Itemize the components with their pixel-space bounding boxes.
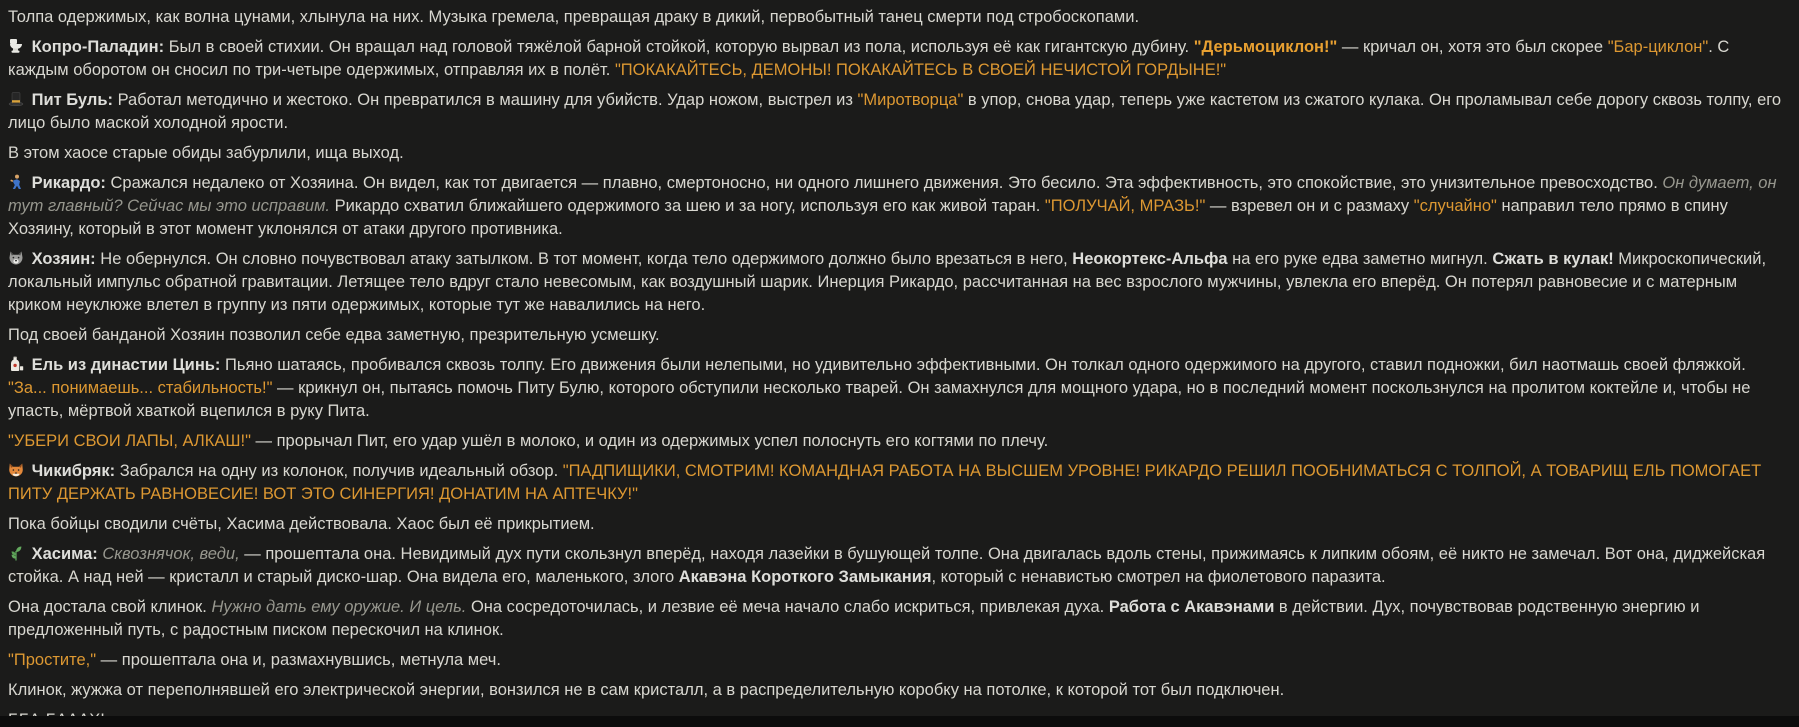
story-text: Микроскопический, локальный импульс обратной гравитации. Летящее тело вдруг стало невесомым, как воздушный шарик. Инерция Рикардо, рассчитанная на вес взрослого мужчины, увлекла его вперёд. Он потерял равновесие и с матерным криком неуклюже влетел в группу из пяти одержимых, которые тут же навалились на него.: [8, 250, 1767, 314]
dialogue-text: "За... понимаешь... стабильность!": [8, 379, 273, 397]
story-text: Акавэна Короткого Замыкания: [678, 568, 932, 586]
story-paragraph: [8, 354, 1789, 423]
story-paragraph: [8, 248, 1789, 317]
story-text: Нужно дать ему оружие. И цель.: [211, 598, 467, 616]
story-text: в действии. Дух, почувствовав родственную энергию и предложенный путь, с радостным писком перескочил на клинок.: [8, 598, 1700, 639]
story-paragraph: [8, 513, 1789, 536]
dialogue-text: "ПАДПИЩИКИ, СМОТРИМ! КОМАНДНАЯ РАБОТА НА ВЫСШЕМ УРОВНЕ! РИКАРДО РЕШИЛ ПООБНИМАТЬСЯ С ТОЛПОЙ, А ТОВАРИЩ ЕЛЬ ПОМОГАЕТ ПИТУ ДЕРЖАТЬ РАВНОВЕСИЕ! ВОТ ЭТО СИНЕРГИЯ! ДОНАТИМ НА АПТЕЧКУ!": [8, 462, 1762, 503]
character-name: Копро-Паладин:: [31, 38, 165, 56]
fox-icon: [8, 462, 24, 478]
story-text: Она достала свой клинок.: [8, 598, 212, 616]
story-text: — взревел он и с размаху: [1205, 197, 1414, 215]
story-text: в упор, снова удар, теперь уже кастетом из сжатого кулака. Он проламывал себе дорогу сквозь толпу, его лицо было маской холодной ярости.: [8, 91, 1782, 132]
story-text: Она сосредоточилась, и лезвие её меча начало слабо искриться, привлекая духа.: [466, 598, 1109, 616]
story-paragraph: [8, 324, 1789, 347]
story-text: — прорычал Пит, его удар ушёл в молоко, и один из одержимых успел полоснуть его когтями по плечу.: [250, 432, 1049, 450]
story-text: Пока бойцы сводили счёты, Хасима действовала. Хаос был её прикрытием.: [8, 515, 595, 533]
story-text: Сквознячок, веди,: [97, 545, 240, 563]
story-paragraph: [8, 679, 1789, 702]
story-text: Сражался недалеко от Хозяина. Он видел, как тот двигается — плавно, смертоносно, ни одного лишнего движения. Это бесило. Эта эффективность, это спокойствие, это унизительное превосходство.: [105, 174, 1663, 192]
story-text: — прошептала она и, размахнувшись, метнула меч.: [96, 651, 501, 669]
wolf-icon: [8, 250, 24, 266]
story-text: В этом хаосе старые обиды забурлили, ища выход.: [8, 144, 404, 162]
story-text: направил тело прямо в спину Хозяину, который в этот момент уклонялся от атаки другого противника.: [8, 197, 1728, 238]
character-name: Пит Буль:: [31, 91, 113, 109]
story-paragraph: [8, 142, 1789, 165]
story-text: Рикардо схватил ближайшего одержимого за шею и за ногу, используя его как живой таран.: [330, 197, 1045, 215]
story-text: Работа с Акавэнами: [1108, 598, 1275, 616]
dialogue-text: "Простите,": [8, 651, 97, 669]
herb-icon: [8, 545, 24, 561]
story-text: . С каждым оборотом он сносил по три-четыре одержимых, отправляя их в полёт.: [8, 38, 1730, 79]
story-text: Пьяно шатаясь, пробивался сквозь толпу. Его движения были нелепыми, но удивительно эффективными. Он толкал одного одержимого на другого, ставил подножки, бил наотмашь своей фляжкой.: [220, 356, 1746, 374]
toilet-icon: [8, 38, 24, 54]
character-name: Чикибряк:: [31, 462, 116, 480]
story-paragraph: [8, 36, 1789, 82]
dialogue-text: "ПОЛУЧАЙ, МРАЗЬ!": [1044, 197, 1206, 215]
story-text: Толпа одержимых, как волна цунами, хлынула на них. Музыка гремела, превращая драку в дикий, первобытный танец смерти под стробоскопами.: [8, 8, 1140, 26]
story-text: Работал методично и жестоко. Он превратился в машину для убийств. Удар ножом, выстрел из: [112, 91, 858, 109]
story-text: Под своей банданой Хозяин позволил себе едва заметную, презрительную усмешку.: [8, 326, 660, 344]
story-paragraph: [8, 649, 1789, 672]
story-text: Сжать в кулак!: [1492, 250, 1614, 268]
dialogue-text: "случайно": [1413, 197, 1497, 215]
character-name: Рикардо:: [31, 174, 106, 192]
story-text: Неокортекс-Альфа: [1072, 250, 1228, 268]
story-text: , который с ненавистью смотрел на фиолетового паразита.: [931, 568, 1386, 586]
story-text: Забрался на одну из колонок, получив идеальный обзор.: [115, 462, 563, 480]
story-paragraph: [8, 430, 1789, 453]
character-name: Хозяин:: [31, 250, 96, 268]
story-text: Был в своей стихии. Он вращал над головой тяжёлой барной стойкой, которую вырвал из пола, используя её как гигантскую дубину.: [164, 38, 1194, 56]
story-paragraph: [8, 172, 1789, 241]
character-name: Ель из династии Цинь:: [31, 356, 221, 374]
dialogue-text: "Бар-циклон": [1607, 38, 1709, 56]
story-text: — крикнул он, пытаясь помочь Питу Булю, которого обступили несколько тварей. Он замахнулся для мощного удара, но в последний момент поскользнулся на пролитом коктейле и, чтобы не упасть, мёртвой хваткой вцепился в руку Пита.: [8, 379, 1751, 420]
story-text: — прошептала она. Невидимый дух пути скользнул вперёд, находя лазейки в бушующей толпе. Она двигалась вдоль стены, прижимаясь к липким обоям, её никто не замечал. Вот она, диджейская стойка. А над ней — кристалл и старый диско-шар. Она видела его, маленького, злого: [8, 545, 1766, 586]
story-paragraph: [8, 460, 1789, 506]
character-name: Хасима:: [31, 545, 98, 563]
story-text: Не обернулся. Он словно почувствовал атаку затылком. В тот момент, когда тело одержимого должно было врезаться в него,: [95, 250, 1073, 268]
story-paragraph: [8, 596, 1789, 642]
dialogue-text: "Миротворца": [857, 91, 964, 109]
dialogue-text: "Дерьмоциклон!": [1193, 38, 1338, 56]
story-paragraph: [8, 6, 1789, 29]
story-text: Он думает, он тут главный? Сейчас мы это исправим.: [8, 174, 1777, 215]
dialogue-text: "УБЕРИ СВОИ ЛАПЫ, АЛКАШ!": [8, 432, 251, 450]
sake-bottle-icon: [8, 356, 24, 372]
top-hat-icon: [8, 91, 24, 107]
story-text: на его руке едва заметно мигнул.: [1227, 250, 1493, 268]
dialogue-text: "ПОКАКАЙТЕСЬ, ДЕМОНЫ! ПОКАКАЙТЕСЬ В СВОЕЙ НЕЧИСТОЙ ГОРДЫНЕ!": [614, 61, 1227, 79]
story-text: — кричал он, хотя это был скорее: [1337, 38, 1608, 56]
story-paragraph: [8, 543, 1789, 589]
story-text: Клинок, жужжа от переполнявшей его электрической энергии, вонзился не в сам кристалл, а в распределительную коробку на потолке, к которой тот был подключен.: [8, 681, 1285, 699]
bottom-bar: [0, 716, 1799, 727]
dancing-man-icon: [8, 174, 24, 190]
story-paragraph: [8, 89, 1789, 135]
